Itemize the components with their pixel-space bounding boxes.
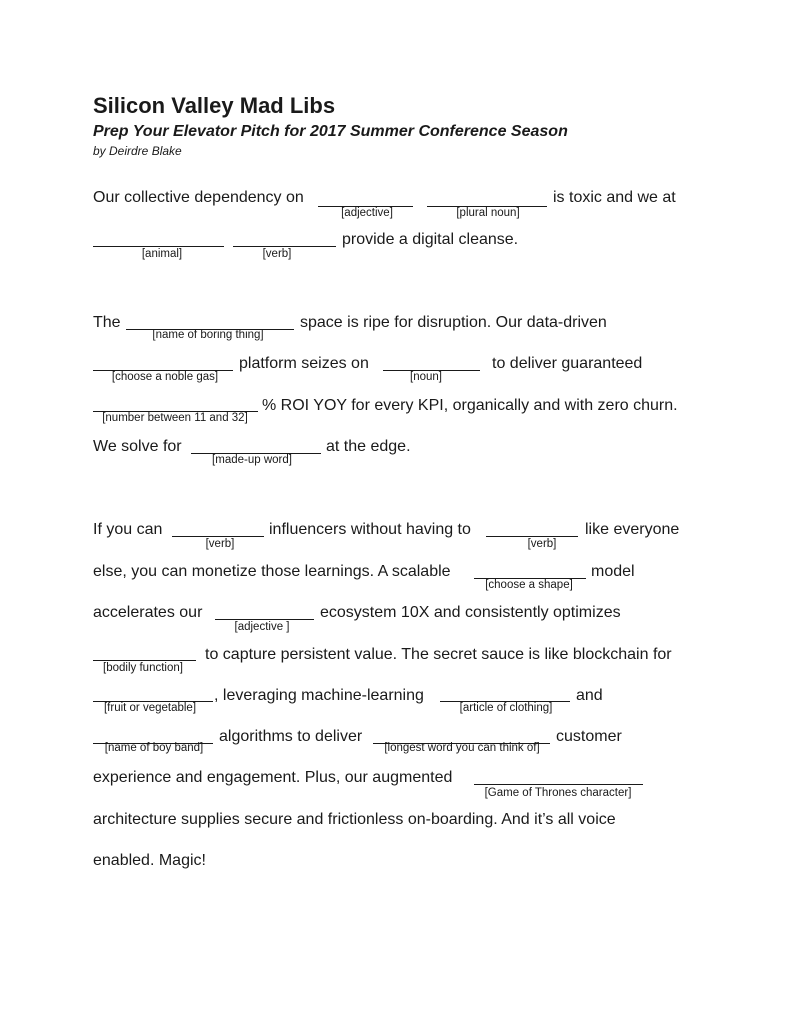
blank-label: [verb] [527, 538, 557, 550]
text: else, you can monetize those learnings. A scalable [93, 563, 451, 580]
text: space is ripe for disruption. Our data-driven [300, 314, 607, 331]
text: and [576, 687, 603, 704]
blank-label: [Game of Thrones character] [484, 787, 632, 799]
blank-label: [longest word you can think of] [384, 742, 540, 754]
blank-label: [adjective] [341, 207, 393, 219]
text: % ROI YOY for every KPI, organically and with zero churn. [262, 397, 678, 414]
blank-label: [made-up word] [212, 454, 292, 466]
text: at the edge. [326, 438, 411, 455]
text: like everyone [585, 521, 680, 538]
blank-label: [choose a noble gas] [111, 371, 219, 383]
blank-line[interactable] [474, 784, 643, 785]
blank-line[interactable] [215, 619, 314, 620]
text: ecosystem 10X and consistently optimizes [320, 604, 621, 621]
text: Our collective dependency on [93, 189, 304, 206]
text: , leveraging machine-learning [214, 687, 424, 704]
text: influencers without having to [269, 521, 471, 538]
blank-line[interactable] [233, 246, 336, 247]
text: provide a digital cleanse. [342, 231, 519, 248]
text: The [93, 314, 121, 331]
blank-line[interactable] [172, 536, 264, 537]
text: architecture supplies secure and frictionless on-boarding. And it’s all voice [93, 811, 616, 828]
blank-label: [name of boy band] [104, 742, 204, 754]
blank-label: [verb] [262, 248, 292, 260]
text: experience and engagement. Plus, our augmented [93, 769, 453, 786]
blank-label: [animal] [141, 248, 183, 260]
blank-label: [verb] [205, 538, 235, 550]
blank-label: [bodily function] [103, 662, 183, 674]
blank-label: [number between 11 and 32] [102, 412, 248, 424]
text: to capture persistent value. The secret sauce is like blockchain for [205, 646, 672, 663]
blank-label: [choose a shape] [485, 579, 573, 591]
blank-label: [adjective ] [234, 621, 290, 633]
text: customer [556, 728, 622, 745]
text: We solve for [93, 438, 182, 455]
text: is toxic and we at [553, 189, 676, 206]
byline: by Deirdre Blake [93, 144, 182, 158]
page-subtitle: Prep Your Elevator Pitch for 2017 Summer Conference Season [93, 123, 568, 140]
text: enabled. Magic! [93, 852, 206, 869]
text: algorithms to deliver [219, 728, 363, 745]
text: If you can [93, 521, 163, 538]
blank-label: [noun] [410, 371, 442, 383]
text: accelerates our [93, 604, 203, 621]
blank-line[interactable] [93, 660, 196, 661]
text: model [591, 563, 635, 580]
blank-line[interactable] [486, 536, 578, 537]
blank-label: [fruit or vegetable] [103, 702, 197, 714]
text: to deliver guaranteed [492, 355, 643, 372]
page-title: Silicon Valley Mad Libs [93, 93, 336, 118]
blank-line[interactable] [93, 246, 224, 247]
blank-label: [article of clothing] [459, 702, 553, 714]
text: platform seizes on [239, 355, 369, 372]
blank-label: [name of boring thing] [152, 329, 264, 341]
blank-label: [plural noun] [456, 207, 520, 219]
